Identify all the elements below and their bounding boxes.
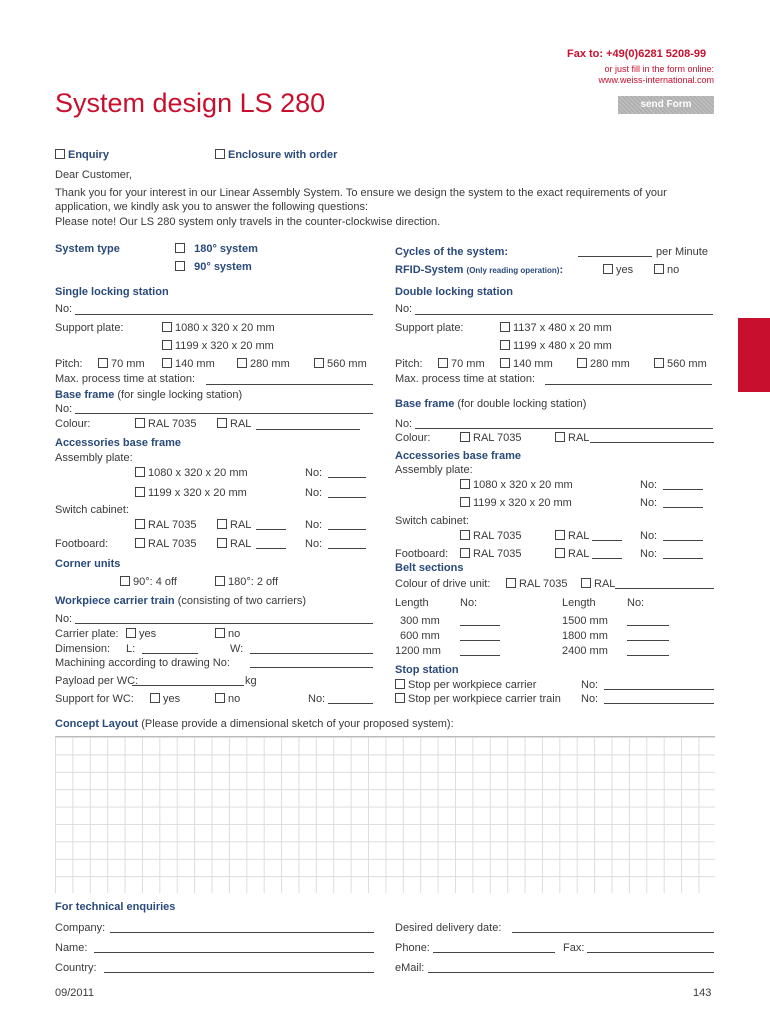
acc-double-assembly-label: Assembly plate: [395,464,473,476]
double-locking-heading: Double locking station [395,286,513,298]
checkbox-icon[interactable] [460,479,470,489]
carrier-plate-yes[interactable]: yes [126,628,156,640]
acc-double-foot-ral-input[interactable] [592,558,622,559]
email-label: eMail: [395,962,425,974]
base-single-ral-input[interactable] [256,429,360,430]
checkbox-icon[interactable] [654,358,664,368]
checkbox-icon[interactable] [98,358,108,368]
checkbox-icon[interactable] [581,578,591,588]
checkbox-icon[interactable] [217,418,227,428]
double-sp2-option[interactable]: 1199 x 480 x 20 mm [500,340,612,352]
checkbox-icon[interactable] [135,467,145,477]
base-single-ral[interactable]: RAL [217,418,251,430]
checkbox-icon[interactable] [120,576,130,586]
checkbox-icon[interactable] [215,149,225,159]
single-max-time-label: Max. process time at station: [55,373,195,385]
workpiece-no-input[interactable] [75,623,373,624]
acc-double-foot-ral7035[interactable]: RAL 7035 [460,548,522,560]
machining-input[interactable] [250,667,373,668]
belt-no-header-2: No: [627,597,645,609]
fax-number: Fax to: +49(0)6281 5208-99 [567,48,707,60]
belt-sections-heading: Belt sections [395,562,464,574]
checkbox-icon[interactable] [438,358,448,368]
checkbox-icon[interactable] [215,693,225,703]
checkbox-icon[interactable] [55,149,65,159]
acc-double-ap1-no-input[interactable] [663,489,703,490]
dimension-l-label: L: [126,643,136,655]
intro-line-3: Please note! Our LS 280 system only travels in the counter-clockwise direction. [55,216,441,228]
belt-length-1500: 1500 mm [562,615,608,627]
name-input[interactable] [94,952,374,953]
base-single-ral7035[interactable]: RAL 7035 [135,418,197,430]
single-pitch-560[interactable]: 560 mm [314,358,367,370]
checkbox-icon[interactable] [460,530,470,540]
base-double-no-input[interactable] [415,428,713,429]
acc-single-switch-ral[interactable]: RAL [217,519,251,531]
checkbox-icon[interactable] [126,628,136,638]
acc-double-heading: Accessories base frame [395,450,521,462]
acc-double-foot-no-label: No: [640,548,658,560]
acc-single-switch-ral7035[interactable]: RAL 7035 [135,519,197,531]
side-tab-marker [738,318,770,392]
acc-single-heading: Accessories base frame [55,437,181,449]
concept-layout-heading: Concept Layout (Please provide a dimensional sketch of your proposed system): [55,718,454,730]
carrier-plate-label: Carrier plate: [55,628,119,640]
checkbox-icon[interactable] [460,548,470,558]
base-double-ral[interactable]: RAL [555,432,589,444]
send-form-button[interactable]: send Form [618,96,714,114]
checkbox-icon[interactable] [555,530,565,540]
payload-input[interactable] [132,685,244,686]
single-pitch-label: Pitch: [55,358,83,370]
single-pitch-70[interactable]: 70 mm [98,358,145,370]
checkbox-icon[interactable] [500,322,510,332]
acc-single-foot-no-label: No: [305,538,323,550]
stop-train-no-label: No: [581,693,599,705]
page-number: 143 [693,987,712,999]
checkbox-icon[interactable] [603,264,613,274]
double-pitch-label: Pitch: [395,358,423,370]
sketch-grid[interactable] [55,736,715,893]
base-single-no-input[interactable] [75,413,373,414]
acc-single-foot-ral7035[interactable]: RAL 7035 [135,538,197,550]
fax-label: Fax: [563,942,585,954]
belt-2400-input[interactable] [627,655,669,656]
system-type-label: System type [55,243,120,255]
checkbox-icon[interactable] [135,418,145,428]
country-label: Country: [55,962,97,974]
corner-units-heading: Corner units [55,558,121,570]
belt-colour-label: Colour of drive unit: [395,578,491,590]
dimension-l-input[interactable] [142,653,198,654]
acc-single-ap2-no-input[interactable] [328,497,366,498]
single-locking-heading: Single locking station [55,286,169,298]
double-max-time-label: Max. process time at station: [395,373,535,385]
checkbox-icon[interactable] [460,432,470,442]
belt-ral-input[interactable] [615,588,714,589]
acc-double-switch-no-label: No: [640,530,658,542]
belt-ral[interactable]: RAL [581,578,615,590]
acc-double-foot-no-input[interactable] [663,558,703,559]
corner-90-option[interactable]: 90°: 4 off [120,576,177,588]
dimension-label: Dimension: [55,643,111,655]
system-180-option[interactable]: 180° system [175,243,258,255]
checkbox-icon[interactable] [217,538,227,548]
belt-length-header-2: Length [562,597,596,609]
base-double-heading: Base frame (for double locking station) [395,398,587,410]
carrier-plate-no[interactable]: no [215,628,240,640]
acc-double-switch-no-input[interactable] [663,540,703,541]
base-single-no-label: No: [55,403,73,415]
acc-single-assembly-label: Assembly plate: [55,452,133,464]
double-no-label: No: [395,303,413,315]
checkbox-icon[interactable] [237,358,247,368]
checkbox-icon[interactable] [506,578,516,588]
country-input[interactable] [104,972,374,973]
checkbox-icon[interactable] [135,487,145,497]
single-pitch-140[interactable]: 140 mm [162,358,215,370]
stop-train-no-input[interactable] [604,703,714,704]
acc-double-switch-ral7035[interactable]: RAL 7035 [460,530,522,542]
belt-1800-input[interactable] [627,640,669,641]
page-title: System design LS 280 [55,88,326,118]
single-sp2-option[interactable]: 1199 x 320 x 20 mm [162,340,274,352]
acc-single-foot-no-input[interactable] [328,548,366,549]
checkbox-icon[interactable] [460,497,470,507]
system-90-option[interactable]: 90° system [175,261,252,273]
belt-length-header-1: Length [395,597,429,609]
acc-double-switch-ral-input[interactable] [592,540,622,541]
acc-double-footboard-label: Footboard: [395,548,449,560]
belt-no-header-1: No: [460,597,478,609]
belt-ral7035[interactable]: RAL 7035 [506,578,568,590]
intro-line-1: Thank you for your interest in our Linear Assembly System. To ensure we design the system to the exact requirements of your [55,187,667,199]
acc-single-foot-ral-input[interactable] [256,548,286,549]
checkbox-icon[interactable] [162,340,172,350]
stop-per-carrier[interactable]: Stop per workpiece carrier [395,679,536,691]
belt-1500-input[interactable] [627,625,669,626]
single-pitch-280[interactable]: 280 mm [237,358,290,370]
checkbox-icon[interactable] [555,432,565,442]
base-double-colour-label: Colour: [395,432,431,444]
belt-1200-input[interactable] [460,655,500,656]
name-label: Name: [55,942,88,954]
checkbox-icon[interactable] [215,628,225,638]
support-wc-yes[interactable]: yes [150,693,180,705]
base-single-colour-label: Colour: [55,418,91,430]
stop-per-train[interactable]: Stop per workpiece carrier train [395,693,561,705]
intro-line-2: application, we kindly ask you to answer the following questions: [55,201,369,213]
acc-double-ap1[interactable]: 1080 x 320 x 20 mm [460,479,573,491]
machining-label: Machining according to drawing No: [55,657,230,669]
corner-180-option[interactable]: 180°: 2 off [215,576,278,588]
checkbox-icon[interactable] [500,358,510,368]
belt-length-600: 600 mm [400,630,440,642]
double-pitch-560[interactable]: 560 mm [654,358,707,370]
checkbox-icon[interactable] [215,576,225,586]
base-single-heading: Base frame (for single locking station) [55,389,243,401]
single-max-time-input[interactable] [206,384,373,385]
acc-double-ap1-no-label: No: [640,479,658,491]
checkbox-icon[interactable] [135,538,145,548]
acc-single-switch-ral-input[interactable] [256,529,286,530]
acc-double-foot-ral[interactable]: RAL [555,548,589,560]
acc-single-footboard-label: Footboard: [55,538,109,550]
acc-single-ap1[interactable]: 1080 x 320 x 20 mm [135,467,248,479]
cycles-input[interactable] [578,246,652,257]
phone-input[interactable] [433,952,555,953]
double-support-label: Support plate: [395,322,464,334]
belt-length-1800: 1800 mm [562,630,608,642]
company-label: Company: [55,922,106,934]
checkbox-icon[interactable] [395,693,405,703]
rfid-label: RFID-System (Only reading operation): [395,264,564,276]
online-note: or just fill in the form online: [604,64,714,74]
belt-300-input[interactable] [460,625,500,626]
checkbox-icon[interactable] [162,358,172,368]
acc-single-ap1-no-input[interactable] [328,477,366,478]
acc-double-switch-ral[interactable]: RAL [555,530,589,542]
base-double-ral7035[interactable]: RAL 7035 [460,432,522,444]
support-wc-no-label: No: [308,693,326,705]
phone-label: Phone: [395,942,430,954]
tech-enquiries-heading: For technical enquiries [55,901,176,913]
cycles-label: Cycles of the system: [395,246,509,258]
checkbox-icon[interactable] [175,261,185,271]
rfid-yes-option[interactable]: yes [603,264,633,276]
stop-carrier-no-label: No: [581,679,599,691]
stop-station-heading: Stop station [395,664,459,676]
acc-single-foot-ral[interactable]: RAL [217,538,251,550]
delivery-date-label: Desired delivery date: [395,922,502,934]
acc-single-ap2[interactable]: 1199 x 320 x 20 mm [135,487,247,499]
checkbox-icon[interactable] [217,519,227,529]
website-link[interactable]: www.weiss-international.com [598,75,714,85]
cycles-unit: per Minute [656,246,708,258]
acc-double-ap2[interactable]: 1199 x 320 x 20 mm [460,497,572,509]
acc-single-switch-no-label: No: [305,519,323,531]
checkbox-icon[interactable] [395,679,405,689]
support-wc-label: Support for WC: [55,693,134,705]
acc-double-switch-label: Switch cabinet: [395,515,469,527]
double-pitch-140[interactable]: 140 mm [500,358,553,370]
double-pitch-70[interactable]: 70 mm [438,358,485,370]
greeting: Dear Customer, [55,169,133,181]
workpiece-no-label: No: [55,613,73,625]
email-input[interactable] [428,972,714,973]
enquiry-option[interactable]: Enquiry [55,149,109,161]
belt-length-2400: 2400 mm [562,645,608,657]
belt-600-input[interactable] [460,640,500,641]
single-no-label: No: [55,303,73,315]
single-no-input[interactable] [75,314,373,315]
checkbox-icon[interactable] [654,264,664,274]
fax-input[interactable] [587,952,714,953]
checkbox-icon[interactable] [555,548,565,558]
acc-double-ap2-no-label: No: [640,497,658,509]
double-max-time-input[interactable] [545,384,712,385]
checkbox-icon[interactable] [135,519,145,529]
acc-single-switch-label: Switch cabinet: [55,504,129,516]
acc-single-ap2-no-label: No: [305,487,323,499]
acc-single-ap1-no-label: No: [305,467,323,479]
company-input[interactable] [110,932,374,933]
single-sp1-option[interactable]: 1080 x 320 x 20 mm [162,322,275,334]
support-wc-no-input[interactable] [328,703,373,704]
footer-date: 09/2011 [55,987,94,999]
base-double-ral-input[interactable] [590,442,714,443]
rfid-no-option[interactable]: no [654,264,679,276]
dimension-w-label: W: [230,643,244,655]
double-pitch-280[interactable]: 280 mm [577,358,630,370]
payload-label: Payload per WC: [55,675,139,687]
checkbox-icon[interactable] [500,340,510,350]
support-wc-no[interactable]: no [215,693,240,705]
checkbox-icon[interactable] [577,358,587,368]
belt-length-1200: 1200 mm [395,645,441,657]
delivery-date-input[interactable] [512,932,714,933]
checkbox-icon[interactable] [314,358,324,368]
acc-single-switch-no-input[interactable] [328,529,366,530]
dimension-w-input[interactable] [250,653,373,654]
belt-length-300: 300 mm [400,615,440,627]
checkbox-icon[interactable] [175,243,185,253]
payload-unit: kg [245,675,257,687]
single-support-label: Support plate: [55,322,124,334]
base-double-no-label: No: [395,418,413,430]
workpiece-heading: Workpiece carrier train (consisting of two carriers) [55,595,307,607]
acc-double-ap2-no-input[interactable] [663,507,703,508]
enclosure-option[interactable]: Enclosure with order [215,149,337,161]
checkbox-icon[interactable] [162,322,172,332]
double-sp1-option[interactable]: 1137 x 480 x 20 mm [500,322,612,334]
checkbox-icon[interactable] [150,693,160,703]
stop-carrier-no-input[interactable] [604,689,714,690]
double-no-input[interactable] [415,314,713,315]
